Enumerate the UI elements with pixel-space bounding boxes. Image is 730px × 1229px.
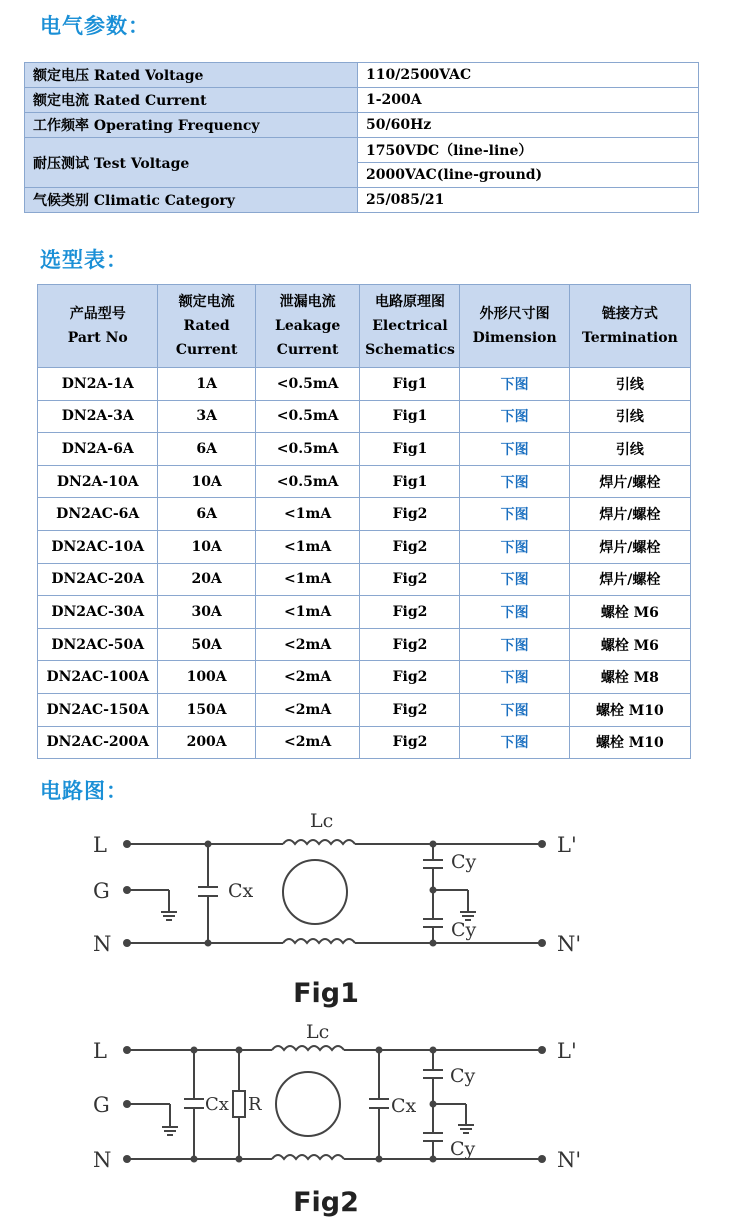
table-cell: <1mA [255,498,360,531]
table-cell: 10A [158,465,255,498]
column-header [38,285,158,368]
table-cell: <2mA [255,628,360,661]
table-cell: Fig2 [360,661,460,694]
table-cell: DN2AC-100A [38,661,158,694]
table-cell: Fig2 [360,530,460,563]
table-row [38,498,691,531]
table-cell: 焊片/螺栓 [569,498,690,531]
column-header-line: Schematics [365,342,455,358]
column-header-line: Current [175,342,238,358]
fig1-label-cx: Cx [228,880,254,902]
column-header-line: Rated [183,318,230,334]
table-cell: DN2AC-50A [38,628,158,661]
table-cell: DN2AC-10A [38,530,158,563]
table-cell: Fig2 [360,498,460,531]
param-value: 2000VAC(line-ground) [358,163,699,188]
table-cell: 30A [158,596,255,629]
param-value: 25/085/21 [358,188,699,213]
fig2-label-cx-in: Cx [205,1094,229,1115]
column-header [255,285,360,368]
table-cell: 100A [158,661,255,694]
param-label: 工作频率 Operating Frequency [25,113,358,138]
table-cell: DN2A-6A [38,433,158,466]
dimension-link[interactable]: 下图 [460,400,569,433]
column-header-line: 外形尺寸图 [479,306,550,322]
table-cell: 20A [158,563,255,596]
table-row [38,530,691,563]
fig2-label-cx-out: Cx [391,1095,417,1117]
table-row [38,400,691,433]
table-cell: <1mA [255,596,360,629]
dimension-link[interactable]: 下图 [460,693,569,726]
table-cell: 引线 [569,433,690,466]
param-row [25,113,699,138]
column-header-line: Termination [581,330,678,346]
fig2-label-cy-top: Cy [450,1065,476,1087]
param-label: 耐压测试 Test Voltage [25,138,358,188]
fig1-schematic [0,800,730,1015]
table-cell: Fig1 [360,433,460,466]
table-cell: <0.5mA [255,465,360,498]
table-cell: Fig1 [360,400,460,433]
column-header-line: Current [276,342,339,358]
fig2-label-r: R [248,1094,262,1115]
fig2-terminal-n-out: N' [557,1148,582,1172]
param-value: 1750VDC（line-line） [358,138,699,163]
fig1-caption: Fig1 [293,978,359,1009]
table-cell: 50A [158,628,255,661]
table-cell: <2mA [255,726,360,759]
column-header-line: Part No [67,330,128,346]
dimension-link[interactable]: 下图 [460,628,569,661]
fig2-terminal-g: G [93,1093,110,1117]
param-row [25,88,699,113]
column-header-line: 电路原理图 [374,294,445,310]
table-cell: Fig2 [360,726,460,759]
selection-table [37,284,691,759]
table-cell: DN2A-10A [38,465,158,498]
table-cell: DN2AC-200A [38,726,158,759]
table-cell: 1A [158,368,255,401]
param-row [25,188,699,213]
table-cell: 引线 [569,400,690,433]
fig2-label-cy-bottom: Cy [450,1138,476,1160]
dimension-link[interactable]: 下图 [460,596,569,629]
table-cell: <0.5mA [255,368,360,401]
table-cell: 150A [158,693,255,726]
table-cell: DN2AC-150A [38,693,158,726]
table-cell: Fig1 [360,465,460,498]
fig2-caption: Fig2 [293,1187,359,1218]
table-row [38,661,691,694]
fig2-terminal-l: L [93,1039,107,1063]
param-label: 额定电流 Rated Current [25,88,358,113]
table-cell: Fig2 [360,563,460,596]
column-header [158,285,255,368]
table-cell: <2mA [255,693,360,726]
table-row [38,563,691,596]
fig2-schematic [0,1015,730,1229]
fig1-terminal-l: L [93,833,107,857]
table-row [38,368,691,401]
fig2-label-lc: Lc [306,1021,330,1043]
table-cell: 螺栓 M8 [569,661,690,694]
param-row [25,63,699,88]
table-cell: 10A [158,530,255,563]
fig1-label-cy-bottom: Cy [451,919,477,941]
table-row [38,433,691,466]
column-header-line: Dimension [472,330,557,346]
table-cell: 焊片/螺栓 [569,530,690,563]
table-cell: 螺栓 M10 [569,693,690,726]
param-label: 额定电压 Rated Voltage [25,63,358,88]
fig1-terminal-n: N [93,932,112,956]
dimension-link[interactable]: 下图 [460,726,569,759]
table-cell: <1mA [255,563,360,596]
column-header [360,285,460,368]
column-header-line: 产品型号 [69,306,126,322]
column-header-line: 链接方式 [601,306,658,322]
table-cell: 6A [158,433,255,466]
table-cell: Fig2 [360,693,460,726]
param-value: 110/2500VAC [358,63,699,88]
table-cell: <1mA [255,530,360,563]
column-header [569,285,690,368]
table-cell: <2mA [255,661,360,694]
selection-table-title: 选型表： [40,248,128,272]
table-cell: 螺栓 M10 [569,726,690,759]
table-cell: 3A [158,400,255,433]
param-value: 50/60Hz [358,113,699,138]
table-cell: Fig2 [360,596,460,629]
table-cell: Fig2 [360,628,460,661]
fig2-terminal-n: N [93,1148,112,1172]
table-cell: 200A [158,726,255,759]
dimension-link[interactable]: 下图 [460,465,569,498]
table-cell: <0.5mA [255,400,360,433]
column-header-line: 额定电流 [178,294,235,310]
dimension-link[interactable]: 下图 [460,530,569,563]
table-cell: 螺栓 M6 [569,596,690,629]
fig2-terminal-l-out: L' [557,1039,577,1063]
table-cell: 焊片/螺栓 [569,563,690,596]
table-row [38,628,691,661]
dimension-link[interactable]: 下图 [460,433,569,466]
dimension-link[interactable]: 下图 [460,563,569,596]
table-cell: DN2AC-6A [38,498,158,531]
table-cell: 螺栓 M6 [569,628,690,661]
column-header [460,285,569,368]
table-cell: DN2AC-30A [38,596,158,629]
table-cell: DN2A-1A [38,368,158,401]
dimension-link[interactable]: 下图 [460,661,569,694]
fig1-label-lc: Lc [310,810,334,832]
fig1-label-cy-top: Cy [451,851,477,873]
param-row [25,138,699,163]
electrical-params-title: 电气参数： [40,14,150,38]
dimension-link[interactable]: 下图 [460,368,569,401]
param-value: 1-200A [358,88,699,113]
column-header-line: Leakage [274,318,341,334]
table-row [38,693,691,726]
circuit-diagram-title: 电路图： [40,779,128,803]
column-header-line: Electrical [372,318,448,334]
table-cell: 引线 [569,368,690,401]
dimension-link[interactable]: 下图 [460,498,569,531]
param-label: 气候类别 Climatic Category [25,188,358,213]
column-header-line: 泄漏电流 [279,294,336,310]
table-cell: 6A [158,498,255,531]
table-cell: DN2AC-20A [38,563,158,596]
table-cell: Fig1 [360,368,460,401]
table-row [38,596,691,629]
table-cell: DN2A-3A [38,400,158,433]
fig1-terminal-n-out: N' [557,932,582,956]
electrical-params-table [24,62,699,213]
table-row [38,726,691,759]
table-cell: <0.5mA [255,433,360,466]
table-cell: 焊片/螺栓 [569,465,690,498]
table-row [38,465,691,498]
fig1-terminal-g: G [93,879,110,903]
fig1-terminal-l-out: L' [557,833,577,857]
